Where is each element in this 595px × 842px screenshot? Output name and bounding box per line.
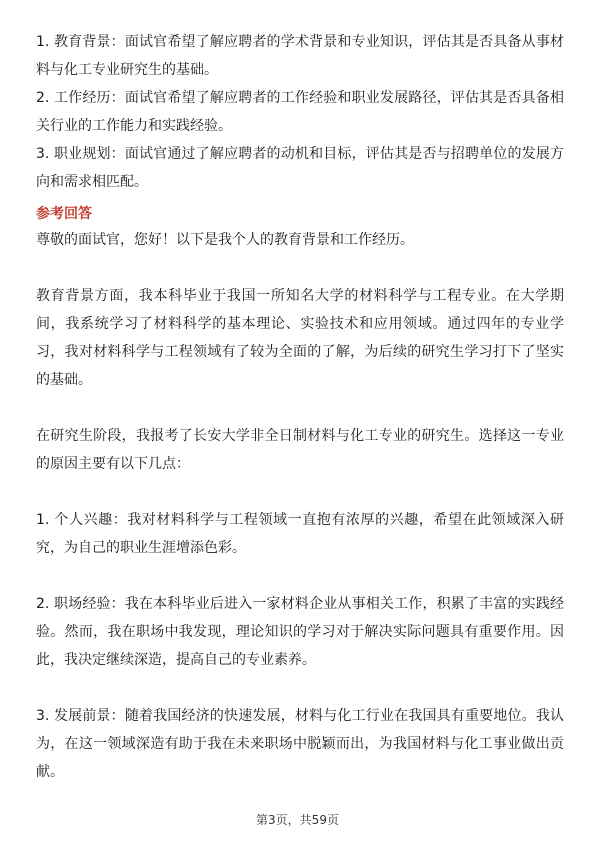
- education-paragraph: 教育背景方面，我本科毕业于我国一所知名大学的材料科学与工程专业。在大学期间，我系统学习了材料科学的基本理论、实验技术和应用领域。通过四年的专业学习，我对材料科学与工程领域有了较为全面的了解，为后续的研究生学习打下了坚实的基础。: [36, 288, 564, 388]
- reason-experience: 2. 职场经验：我在本科毕业后进入一家材料企业从事相关工作，积累了丰富的实践经验。然而，我在职场中我发现，理论知识的学习对于解决实际问题具有重要作用。因此，我决定继续深造，提高自己的专业素养。: [36, 596, 564, 668]
- page-content: [36, 28, 564, 786]
- reason-prospects: 3. 发展前景：随着我国经济的快速发展，材料与化工行业在我国具有重要地位。我认为，在这一领域深造有助于我在未来职场中脱颖而出，为我国材料与化工事业做出贡献。: [36, 708, 564, 780]
- greeting-paragraph: 尊敬的面试官，您好！以下是我个人的教育背景和工作经历。: [36, 232, 414, 248]
- intro-point-career: 3. 职业规划：面试官通过了解应聘者的动机和目标，评估其是否与招聘单位的发展方向和需求相匹配。: [36, 146, 564, 190]
- answer-heading: 参考回答: [36, 206, 92, 222]
- intro-point-education: 1. 教育背景：面试官希望了解应聘者的学术背景和专业知识，评估其是否具备从事材料与化工专业研究生的基础。: [36, 34, 564, 78]
- page-footer: 第3页，共59页: [256, 813, 339, 827]
- reason-interest: 1. 个人兴趣：我对材料科学与工程领域一直抱有浓厚的兴趣，希望在此领域深入研究，为自己的职业生涯增添色彩。: [36, 512, 564, 556]
- intro-point-work: 2. 工作经历：面试官希望了解应聘者的工作经验和职业发展路径，评估其是否具备相关行业的工作能力和实践经验。: [36, 90, 564, 134]
- graduate-paragraph: 在研究生阶段，我报考了长安大学非全日制材料与化工专业的研究生。选择这一专业的原因主要有以下几点：: [36, 428, 564, 472]
